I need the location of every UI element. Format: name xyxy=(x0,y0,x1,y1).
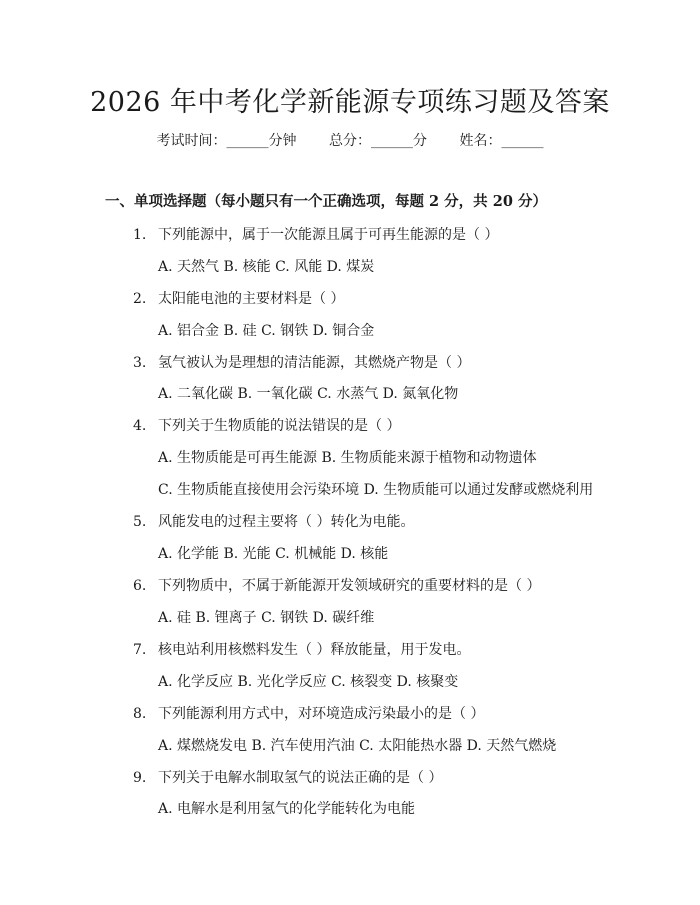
question-text: 下列关于电解水制取氢气的说法正确的是（ ） xyxy=(158,770,443,786)
question-text: 氢气被认为是理想的清洁能源，其燃烧产物是（ ） xyxy=(158,355,471,371)
question-number: 7. xyxy=(133,642,147,658)
question-5 xyxy=(133,511,414,531)
question-3 xyxy=(133,352,470,372)
question-text: 下列能源中，属于一次能源且属于可再生能源的是（ ） xyxy=(158,227,499,243)
question-number: 4. xyxy=(133,418,147,434)
exam-meta xyxy=(0,130,700,150)
section-heading: 一、单项选择题（每小题只有一个正确选项，每题 2 分，共 20 分） xyxy=(105,193,547,210)
question-text: 风能发电的过程主要将（ ）转化为电能。 xyxy=(158,514,415,530)
question-number: 3. xyxy=(133,355,147,371)
question-7-options: A. 化学反应 B. 光化学反应 C. 核裂变 D. 核聚变 xyxy=(158,674,459,690)
question-6-options: A. 硅 B. 锂离子 C. 钢铁 D. 碳纤维 xyxy=(158,610,375,626)
question-number: 1. xyxy=(133,227,147,243)
question-text: 下列物质中，不属于新能源开发领域研究的重要材料的是（ ） xyxy=(158,578,541,594)
question-4-options-line-1: A. 生物质能是可再生能源 B. 生物质能来源于植物和动物遗体 xyxy=(158,450,537,466)
question-1-options: A. 天然气 B. 核能 C. 风能 D. 煤炭 xyxy=(158,259,375,275)
question-text: 太阳能电池的主要材料是（ ） xyxy=(158,291,345,307)
question-9-options: A. 电解水是利用氢气的化学能转化为电能 xyxy=(158,801,416,817)
question-5-options: A. 化学能 B. 光能 C. 机械能 D. 核能 xyxy=(158,546,389,562)
question-number: 2. xyxy=(133,291,147,307)
question-1 xyxy=(133,224,498,244)
question-number: 8. xyxy=(133,706,147,722)
question-3-options: A. 二氧化碳 B. 一氧化碳 C. 水蒸气 D. 氮氧化物 xyxy=(158,386,459,402)
total-score-field: 总分：______分 xyxy=(329,133,427,149)
page-title: 2026 年中考化学新能源专项练习题及答案 xyxy=(90,87,610,118)
question-6 xyxy=(133,575,540,595)
question-7 xyxy=(133,639,470,659)
exam-time-field: 考试时间：______分钟 xyxy=(156,133,297,149)
question-8 xyxy=(133,703,484,723)
question-text: 核电站利用核燃料发生（ ）释放能量，用于发电。 xyxy=(158,642,471,658)
question-text: 下列关于生物质能的说法错误的是（ ） xyxy=(158,418,401,434)
question-text: 下列能源利用方式中，对环境造成污染最小的是（ ） xyxy=(158,706,485,722)
question-number: 5. xyxy=(133,514,147,530)
question-2 xyxy=(133,288,344,308)
student-name-field: 姓名：______ xyxy=(459,133,544,149)
question-8-options: A. 煤燃烧发电 B. 汽车使用汽油 C. 太阳能热水器 D. 天然气燃烧 xyxy=(158,738,557,754)
question-number: 6. xyxy=(133,578,147,594)
question-number: 9. xyxy=(133,770,147,786)
question-4 xyxy=(133,415,400,435)
question-9 xyxy=(133,767,442,787)
question-4-options-line-2: C. 生物质能直接使用会污染环境 D. 生物质能可以通过发酵或燃烧利用 xyxy=(158,482,594,498)
question-2-options: A. 铝合金 B. 硅 C. 钢铁 D. 铜合金 xyxy=(158,323,375,339)
